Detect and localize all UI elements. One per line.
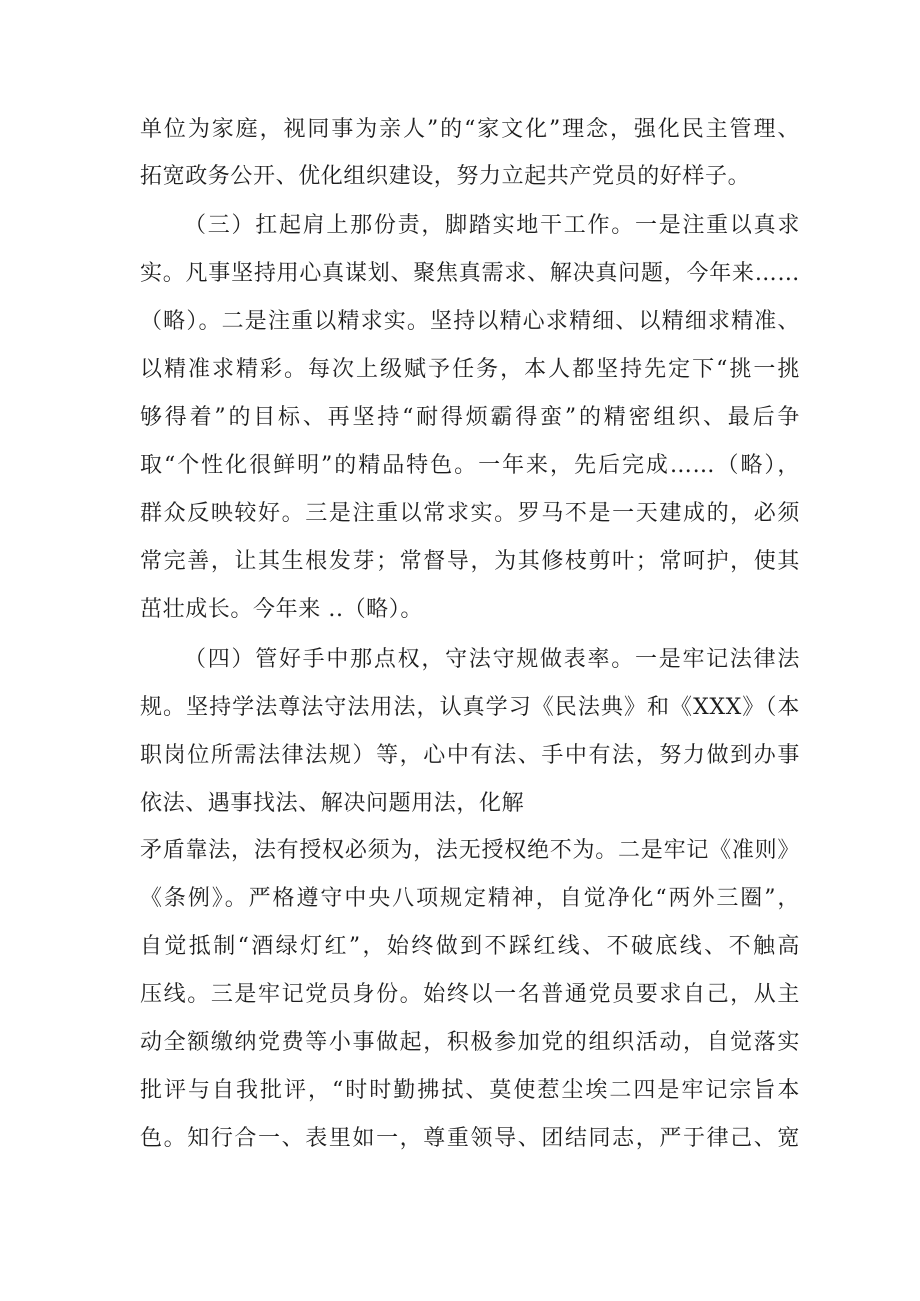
paragraph-line: 《条例》。严格遵守中央八项规定精神，自觉净化“两外三圈”， xyxy=(140,886,800,911)
paragraph-line: 实。凡事坚持用心真谋划、聚焦真需求、解决真问题，今年来…… xyxy=(140,261,800,286)
paragraph-line: 拓宽政务公开、优化组织建设，努力立起共产党员的好样子。 xyxy=(140,164,751,189)
paragraph-line: 以精准求精彩。每次上级赋予任务，本人都坚持先定下“挑一挑 xyxy=(140,357,800,382)
paragraph-line: 动全额缴纳党费等小事做起，积极参加党的组织活动，自觉落实 xyxy=(140,1030,800,1055)
section-heading-4: （四）管好手中那点权，守法守规做表率。一是牢记法律法 xyxy=(184,647,800,672)
paragraph-line: 常完善，让其生根发芽；常督导，为其修枝剪叶；常呵护，使其 xyxy=(140,549,800,574)
paragraph-line: 群众反映较好。三是注重以常求实。罗马不是一天建成的，必须 xyxy=(140,501,800,526)
paragraph-line: 单位为家庭，视同事为亲人”的“家文化”理念，强化民主管理、 xyxy=(140,117,800,142)
paragraph-line: 压线。三是牢记党员身份。始终以一名普通党员要求自己，从主 xyxy=(140,982,800,1007)
paragraph-line: 依法、遇事找法、解决问题用法，化解 xyxy=(140,791,525,816)
paragraph-line: 自觉抵制“酒绿灯红”，始终做到不踩红线、不破底线、不触高 xyxy=(140,934,800,959)
paragraph-line: 够得着”的目标、再坚持“耐得烦霸得蛮”的精密组织、最后争 xyxy=(140,405,800,430)
paragraph-line: 批评与自我批评，“时时勤拂拭、莫使惹尘埃二四是牢记宗旨本 xyxy=(140,1078,800,1103)
paragraph-line: 取“个性化很鲜明”的精品特色。一年来，先后完成……（略）， xyxy=(140,453,800,478)
paragraph-line: 职岗位所需法律法规）等，心中有法、手中有法，努力做到办事 xyxy=(140,743,800,768)
paragraph-line: 矛盾靠法，法有授权必须为，法无授权绝不为。二是牢记《准则》 xyxy=(140,838,800,863)
paragraph-line: 色。知行合一、表里如一，尊重领导、团结同志，严于律己、宽 xyxy=(140,1126,800,1151)
paragraph-line: 茁壮成长。今年来 ..（略）。 xyxy=(140,597,423,622)
paragraph-line: （略）。二是注重以精求实。坚持以精心求精细、以精细求精准、 xyxy=(140,309,800,334)
section-heading-3: （三）扛起肩上那份责，脚踏实地干工作。一是注重以真求 xyxy=(184,213,800,238)
paragraph-line: 规。坚持学法尊法守法用法，认真学习《民法典》和《XXX》（本 xyxy=(140,695,800,720)
